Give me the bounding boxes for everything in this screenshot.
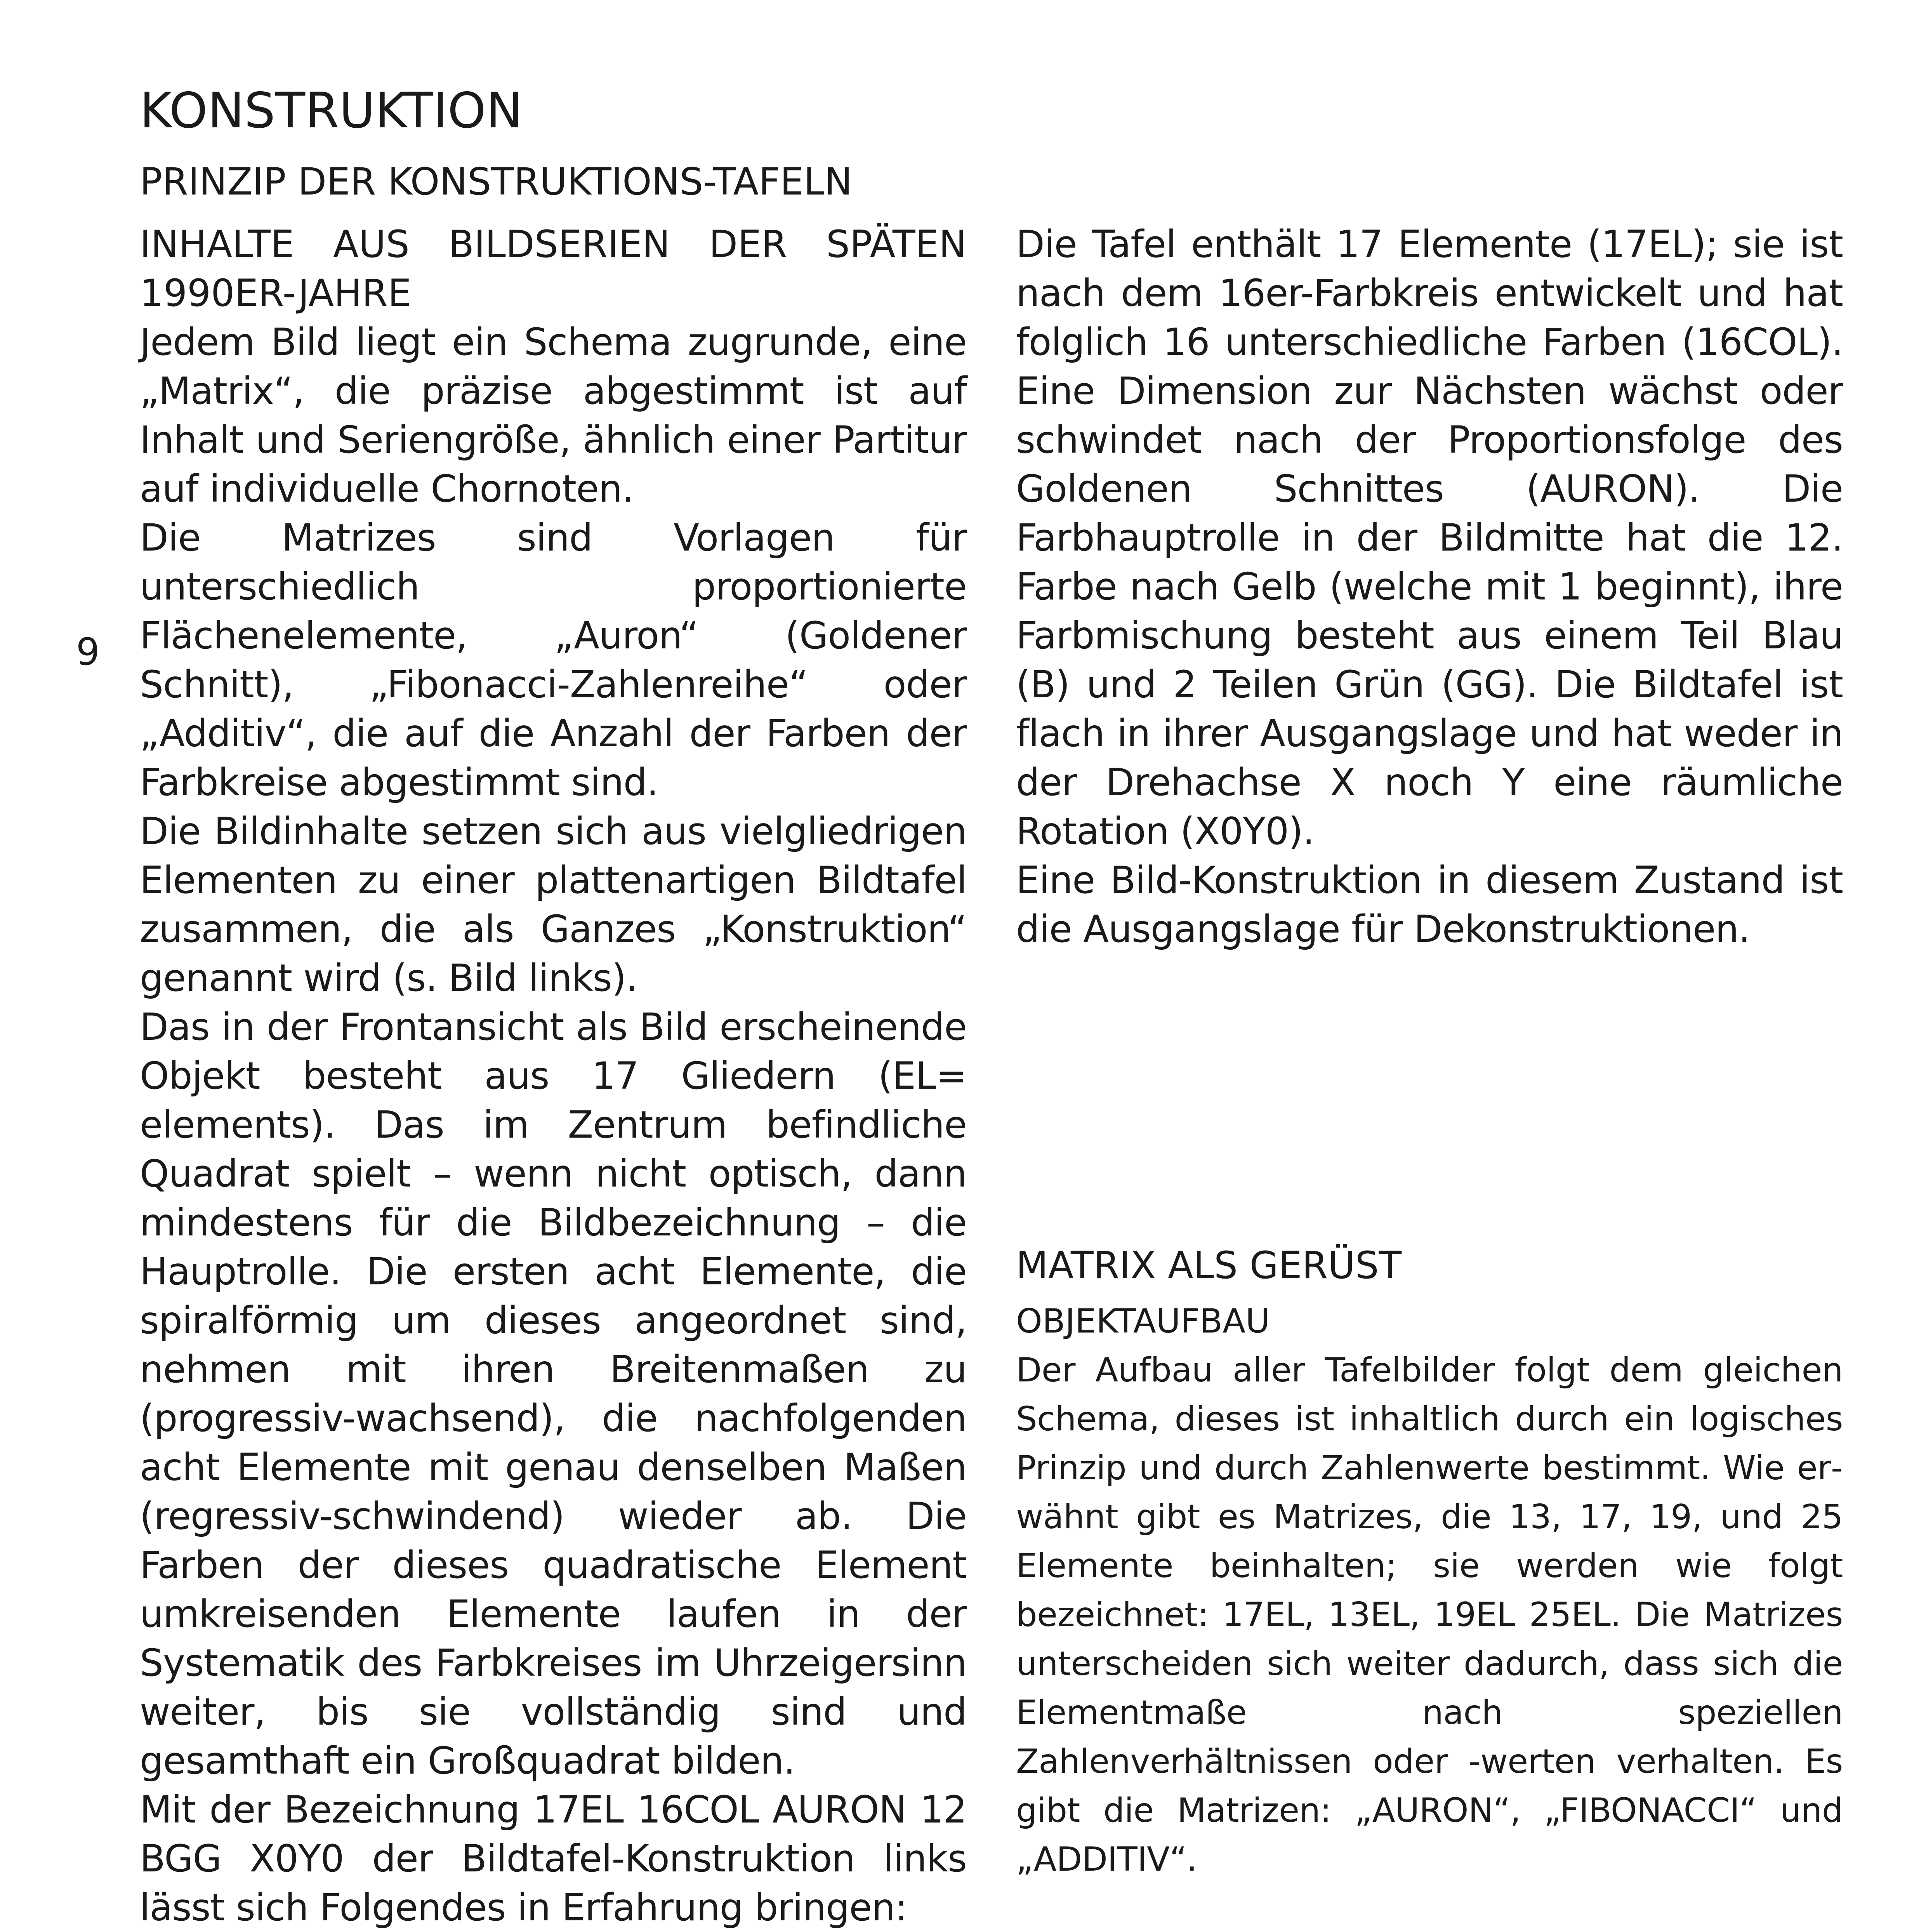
page-subtitle: PRINZIP DER KONSTRUKTIONS-TAFELN [140,160,853,203]
right-paragraph-1: Die Tafel enthält 17 Elemente (17EL); sie ist nach dem 16er-Farbkreis entwickelt und hat folglich 16 unterschiedliche Farben (16COL). Eine Dimension zur Nächsten wächst oder schwindet nach der Proportionsfolge des Goldenen Schnittes (AURON). Die Farbhauptrolle in der Bildmitte hat die 12. Farbe nach Gelb (welche mit 1 beginnt), ihre Farbmischung besteht aus einem Teil Blau (B) und 2 Teilen Grün (GG). Die Bildtafel ist flach in ihrer Ausgangslage und hat weder in der Drehachse X noch Y eine räumliche Rotation (X0Y0). [1016,222,1843,853]
left-column-heading: INHALTE AUS BILDSERIEN DER SPÄTEN 1990ER-JAHRE [140,222,967,315]
page-number: 9 [76,630,100,674]
matrix-section-title: MATRIX ALS GERÜST [1016,1244,1402,1287]
left-column [140,220,967,1932]
left-paragraph-3: Die Bildinhalte setzen sich aus vielgliedrigen Elementen zu einer plattenartigen Bildtafel zusammen, die als Ganzes „Konstruktion“ genannt wird (s. Bild links). [140,810,967,1000]
right-paragraph-2: Eine Bild-Konstruktion in diesem Zustand ist die Ausgangslage für Dekonstruktionen. [1016,858,1843,951]
matrix-section [1016,1297,1843,1884]
page-title: KONSTRUKTION [140,82,523,139]
matrix-section-paragraph: Der Aufbau aller Tafelbilder folgt dem gleichen Schema, dieses ist inhaltlich durch ein logisches Prinzip und durch Zahlenwerte bestimmt. Wie erwähnt gibt es Matrizes, die 13, 17, 19, und 25 Elemente beinhalten; sie werden wie folgt bezeichnet: 17EL, 13EL, 19EL 25EL. Die Matrizes unterscheiden sich weiter dadurch, dass sich die Elementmaße nach speziellen Zahlenverhältnissen oder -werten verhalten. Es gibt die Matrizen: „AURON“, „FIBONACCI“ und „ADDITIV“. [1016,1351,1843,1879]
left-paragraph-2: Die Matrizes sind Vorlagen für unterschiedlich proportionierte Flächenelemente, „Auron“ (Goldener Schnitt), „Fibonacci-Zahlenreihe“ oder „Additiv“, die auf die Anzahl der Farben der Farbkreise abgestimmt sind. [140,516,967,804]
left-paragraph-4: Das in der Frontansicht als Bild erscheinende Objekt besteht aus 17 Gliedern (EL= elements). Das im Zentrum befindliche Quadrat spielt – wenn nicht optisch, dann mindestens für die Bildbezeichnung – die Hauptrolle. Die ersten acht Elemente, die spiralförmig um dieses angeordnet sind, nehmen mit ihren Breitenmaßen zu (progressiv-wachsend), die nachfolgenden acht Elemente mit genau denselben Maßen (regressiv-schwindend) wieder ab. Die Farben der dieses quadratische Element umkreisenden Elemente laufen in der Systematik des Farbkreises im Uhrzeigersinn weiter, bis sie vollständig sind und gesamthaft ein Großquadrat bilden. [140,1005,967,1783]
left-paragraph-5: Mit der Bezeichnung 17EL 16COL AURON 12 BGG X0Y0 der Bildtafel-Konstruktion links lässt sich Folgendes in Erfahrung bringen: [140,1788,967,1929]
right-column [1016,220,1843,954]
left-paragraph-1: Jedem Bild liegt ein Schema zugrunde, eine „Matrix“, die präzise abgestimmt ist auf Inhalt und Seriengröße, ähnlich einer Partitur auf individuelle Chornoten. [140,320,967,511]
matrix-section-subheading: OBJEKTAUFBAU [1016,1302,1270,1341]
